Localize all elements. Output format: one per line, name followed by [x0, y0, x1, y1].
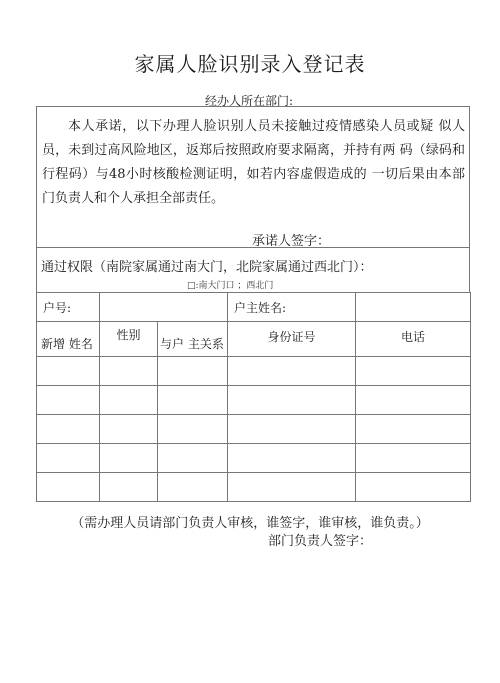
table-cell[interactable] — [158, 444, 228, 473]
table-cell[interactable] — [100, 473, 158, 502]
table-cell[interactable] — [356, 415, 471, 444]
table-cell[interactable] — [100, 415, 158, 444]
table-cell[interactable] — [356, 444, 471, 473]
table-cell[interactable] — [37, 473, 100, 502]
registration-table — [36, 292, 471, 502]
table-cell[interactable] — [228, 444, 356, 473]
table-cell[interactable] — [37, 415, 100, 444]
header-phone: 电话 — [356, 322, 471, 357]
table-row — [37, 444, 471, 473]
form-title: 家属人脸识别录入登记表 — [134, 52, 366, 76]
table-cell[interactable] — [356, 473, 471, 502]
table-cell[interactable] — [228, 386, 356, 415]
table-row — [37, 473, 471, 502]
table-cell[interactable] — [228, 473, 356, 502]
access-box — [36, 247, 470, 293]
table-row — [37, 415, 471, 444]
table-cell[interactable] — [100, 357, 158, 386]
table-cell[interactable] — [228, 357, 356, 386]
dept-head-signature-label: 部门负责人签字： — [268, 534, 373, 549]
pledge-text: 本人承诺，以下办理人脸识别人员未接触过疫情感染人员或疑 似人员，未到过高风险地区，返郑后按照政府要求隔离，并持有两 码（绿码和行程码）与48小时核酸检测证明，如若内容虚假造成的 一切后果由本部门负责人和个人承担全部责任。 — [42, 119, 465, 206]
review-note: （需办理人员请部门负责人审核，谁签字，谁审核，谁负责。） — [71, 516, 429, 531]
table-cell[interactable] — [228, 415, 356, 444]
head-name-label: 户主姓名: — [228, 293, 356, 322]
gate-options: □:南大门口 ；西北门 — [187, 281, 274, 291]
header-new-name: 新增 姓名 — [37, 322, 100, 357]
table-header-row — [37, 322, 471, 357]
department-label: 经办人所在部门: — [205, 94, 294, 108]
header-relation: 与户 主关系 — [158, 322, 228, 357]
table-cell[interactable] — [158, 473, 228, 502]
table-cell[interactable] — [356, 357, 471, 386]
table-cell[interactable] — [158, 386, 228, 415]
table-cell[interactable] — [37, 444, 100, 473]
table-row — [37, 386, 471, 415]
access-text: 通过权限（南院家属通过南大门，北院家属通过西北门）： — [41, 260, 373, 275]
head-name-cell[interactable] — [356, 293, 471, 322]
household-no-cell[interactable] — [100, 293, 228, 322]
table-cell[interactable] — [37, 357, 100, 386]
header-gender: 性别 — [100, 322, 158, 357]
table-cell[interactable] — [356, 386, 471, 415]
header-id-number: 身份证号 — [228, 322, 356, 357]
table-row — [37, 357, 471, 386]
table-cell[interactable] — [100, 444, 158, 473]
table-cell[interactable] — [158, 357, 228, 386]
table-cell[interactable] — [37, 386, 100, 415]
table-cell[interactable] — [100, 386, 158, 415]
household-row — [37, 293, 471, 322]
table-cell[interactable] — [158, 415, 228, 444]
pledge-signature-label: 承诺人签字： — [252, 234, 331, 249]
pledge-box — [36, 106, 470, 248]
household-no-label: 户号: — [37, 293, 100, 322]
